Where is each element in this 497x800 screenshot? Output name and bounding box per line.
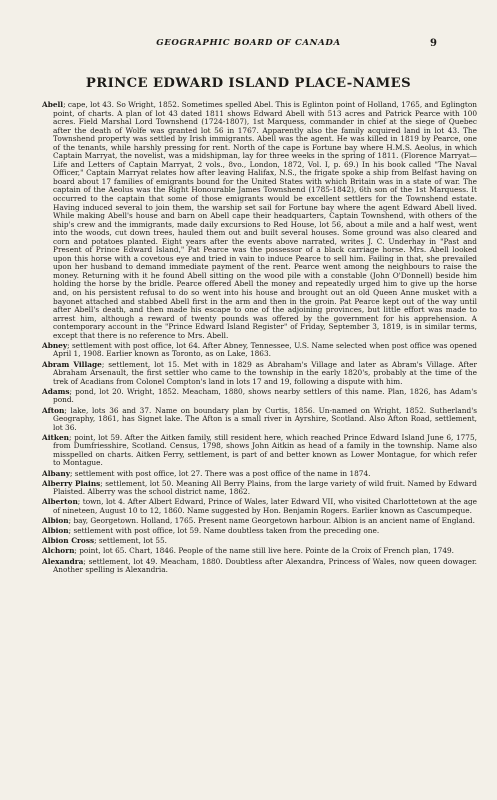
entry-alberry-plains [42,480,477,497]
entry-text: ; town, lot 4. After Albert Edward, Prince of Wales, later Edward VII, who visited Charlottetown at the age of nineteen, August 10 to 12, 1860. Name suggested by Hon. Benjamin Rogers. Earlier known as Cascumpeque. [53,497,477,515]
entry-text: ; cape, lot 43. So Wright, 1852. Sometimes spelled Abel. This is Eglinton point of Holland, 1765, and Eglington point, of charts. A plan of lot 43 dated 1811 shows Edward Abell with 513 acres and Patrick Pearce with 100 acres. Field Marshal Lord Townshend (1724-1807), 1st Marquess, commander in chief at the siege of Quebec after the death of Wolfe was granted lot 56 in 1767. Apparently also the family acquired land in lot 43. The Townshend property was settled by Irish immigrants. Abell was the agent. He was killed in 1819 by Pearce, one of the tenants, while harshly pressing for rent. North of the cape is Fortune bay where H.M.S. Aeolus, in which Captain Marryat, the novelist, was a midshipman, lay for three weeks in the spring of 1811. (Florence Marryat—Life and Letters of Captain Marryat, 2 vols., 8vo., London, 1872, Vol. I, p. 69.) In his book called "The Naval Officer," Captain Marryat relates how after leaving Halifax, N.S., the frigate spoke a ship from Belfast having on board about 17 families of emigrants bound for the United States with which Britain was in a state of war. The captain of the Aeolus was the Right Honourable James Townshend (1785-1842), 6th son of the 1st Marquess. It occurred to the captain that some of those emigrants would be excellent settlers for the Townshend estate. Having induced several to join them, the warship set sail for Fortune bay where the agent Edward Abell lived. While making Abell's house and barn on Abell cape their headquarters, Captain Townshend, with others of the ship's crew and the immigrants, made daily excursions to Red House, lot 56, about a mile and a half west, went into the woods, cut down trees, hauled them out and built several houses. Some ground was also cleared and corn and potatoes planted. Eight years after the events above narrated, writes J. C. Underhay in "Past and Present of Prince Edward Island," Pat Pearce was the possessor of a black carriage horse. Mrs. Abell looked upon this horse with a covetous eye and tried in vain to induce Pearce to sell him. Failing in that, she prevailed upon her husband to demand immediate payment of the rent. Pearce went among the neighbours to raise the money. Returning with it he found Abell sitting on the wood pile with a constable (John O'Donnell) beside him holding the horse by the bridle. Pearce offered Abell the money and repeatedly urged him to give up the horse and, on his persistent refusal to do so went into his house and brought out an old Queen Anne musket with a bayonet attached and stabbed Abell first in the arm and then in the groin. Pat Pearce kept out of the way until after Abell's death, and then made his escape to one of the adjoining provinces, but little effort was made to arrest him, although a reward of twenty pounds was offered by the government for his apprehension. A contemporary account in the "Prince Edward Island Register" of Friday, September 3, 1819, is in similar terms, except that there is no reference to Mrs. Abell. [53,100,477,340]
entry-albany [42,470,477,479]
entry-adams [42,388,477,405]
entry-name: Alberton [42,497,78,507]
place-name-list [42,101,477,576]
entry-albion-cross [42,537,477,546]
entry-text: ; settlement with post office, lot 59. Name doubtless taken from the preceding one. [68,526,380,536]
entry-name: Alberry Plains [42,478,101,488]
entry-albion-bay [42,517,477,526]
entry-text: ; settlement, lot 49. Meacham, 1880. Doubtless after Alexandra, Princess of Wales, now queen dowager. Another spelling is Alexandria. [53,556,477,575]
entry-alberton [42,498,477,515]
entry-afton [42,407,477,433]
entry-text: ; settlement with post office, lot 64. After Abney, Tennessee, U.S. Name selected when post office was opened April 1, 1908. Earlier known as Toronto, as on Lake, 1863. [53,340,477,359]
entry-name: Albion [42,526,69,536]
entry-alchorn [42,547,477,556]
entry-text: ; lake, lots 36 and 37. Name on boundary plan by Curtis, 1856. Un-named on Wright, 1852. Sutherland's Geography, 1861, has Signet lake. The Afton is a small river in Ayrshire, Scotland. Also Afton Road, settlement, lot 36. [53,405,477,432]
entry-name: Albion Cross [42,536,95,546]
entry-text: ; bay, Georgetown. Holland, 1765. Present name Georgetown harbour. Albion is an ancient name of England. [68,516,475,526]
entry-name: Alchorn [42,546,75,556]
entry-name: Aitken [42,432,69,442]
entry-alexandra [42,558,477,575]
entry-name: Afton [42,405,65,415]
entry-name: Abram Village [42,359,102,369]
entry-text: ; point, lot 59. After the Aitken family, still resident here, which reached Prince Edward Island June 6, 1775, from Dumfriesshire, Scotland. Census, 1798, shows John Aitkin as head of a family in the township. Name also misspelled on charts. Aitken Ferry, settlement, is part of and better known as Lower Montague, for which refer to Montague. [53,432,477,468]
entry-name: Adams [42,386,70,396]
entry-aitken [42,434,477,468]
entry-text: ; settlement, lot 55. [94,536,168,546]
entry-abell [42,101,477,340]
running-head: GEOGRAPHIC BOARD OF CANADA [156,38,341,48]
entry-text: ; settlement, lot 15. Met with in 1829 as Abraham's Village and later as Abram's Village. After Abraham Arsenault, the first settler who came to the township in the early 1820's, probably at the time of the trek of Acadians from Colonel Compton's land in lots 17 and 19, following a dispute with him. [53,359,477,386]
entry-name: Alexandra [42,556,84,566]
page-title: PRINCE EDWARD ISLAND PLACE-NAMES [85,76,412,91]
entry-name: Abell [42,100,64,109]
entry-abney [42,342,477,359]
entry-text: ; settlement, lot 50. Meaning All Berry Plains, from the large variety of wild fruit. Named by Edward Plaisted. Alberry was the school district name, 1862. [53,478,477,497]
entry-name: Albion [42,516,69,526]
entry-text: ; pond, lot 20. Wright, 1852. Meacham, 1880, shows nearby settlers of this name. Plan, 1826, has Adam's pond. [53,386,477,405]
entry-albion-settlement [42,527,477,536]
entry-text: ; point, lot 65. Chart, 1846. People of the name still live here. Pointe de la Croix of French plan, 1749. [74,546,455,556]
entry-text: ; settlement with post office, lot 27. There was a post office of the name in 1874. [70,468,371,478]
entry-name: Albany [42,468,70,478]
entry-name: Abney [42,340,68,350]
entry-abram-village [42,361,477,387]
page-number: 9 [430,38,437,49]
